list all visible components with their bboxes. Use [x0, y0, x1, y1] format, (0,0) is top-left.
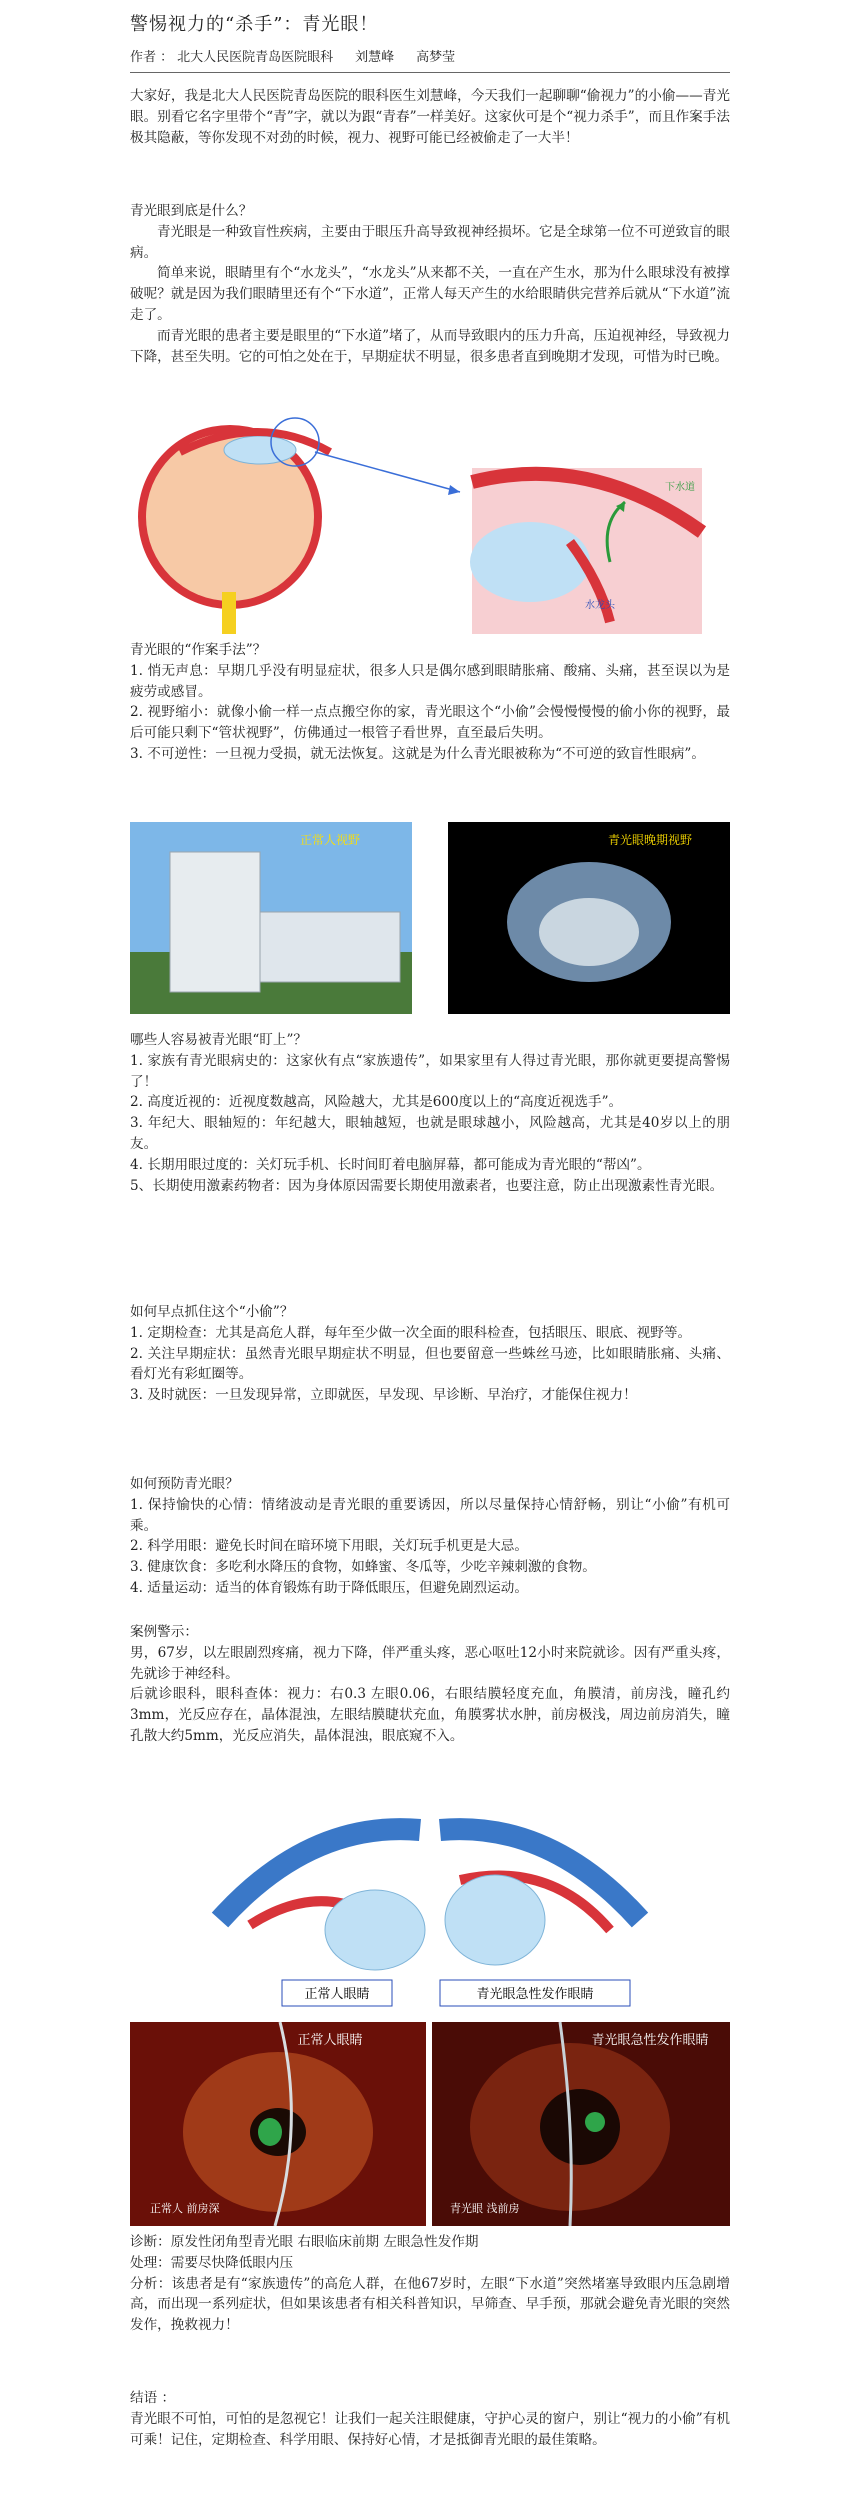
risk-item-2: 2. 高度近视的：近视度数越高，风险越大，尤其是600度以上的“高度近视选手”。 [130, 1094, 623, 1111]
risk-item-5: 5、长期使用激素药物者：因为身体原因需要长期使用激素者，也要注意，防止出现激素性青光眼。 [130, 1177, 724, 1194]
byline-divider [130, 72, 730, 73]
normal-reflex [258, 2118, 282, 2146]
prevent-item-2: 2. 科学用眼：避免长时间在暗环境下用眼，关灯玩手机更是大忌。 [130, 1538, 528, 1555]
page-title: 警惕视力的“杀手”：青光眼！ [130, 14, 379, 35]
method-item-1: 1. 悄无声息：早期几乎没有明显症状，很多人只是偶尔感到眼睛胀痛、酸痛、头痛，甚至误以为是疲劳或感冒。 [130, 662, 730, 700]
what-p2: 简单来说，眼睛里有个“水龙头”，“水龙头”从来都不关，一直在产生水，那为什么眼球没有被撑破呢？就是因为我们眼睛里还有个“下水道”，正常人每天产生的水给眼睛供完营养后就从“下水道”流走了。 [130, 265, 730, 323]
optic-nerve [222, 592, 236, 634]
zoom-arrowhead [448, 485, 460, 495]
risk-item-4: 4. 长期用眼过度的：关灯玩手机、长时间盯着电脑屏幕，都可能成为青光眼的“帮凶”。 [130, 1156, 651, 1173]
drain-label: 下水道 [665, 482, 695, 493]
normal-slit-title: 正常人眼睛 [297, 2033, 363, 2048]
analysis-line: 分析：该患者是有“家族遗传”的高危人群，在他67岁时，左眼“下水道”突然堵塞导致眼内压急剧增高，而出现一系列症状，但如果该患者有相关科普知识，早筛查、早手预，那就会避免青光眼的突然发作，挽救视力！ [130, 2275, 730, 2334]
intro-paragraph [130, 86, 730, 148]
slit-lamp-photos [130, 2022, 730, 2226]
lens [224, 436, 296, 464]
section-heading-prevent: 如何预防青光眼？ [130, 1476, 239, 1492]
acute-slit-caption: 青光眼 浅前房 [450, 2202, 520, 2215]
section-heading-conclusion: 结语 ： [130, 2390, 176, 2406]
tunnel-vision-center [539, 898, 639, 966]
normal-lens [325, 1890, 425, 1970]
angle-comparison-figure [130, 1800, 730, 2012]
section-method [130, 640, 730, 765]
normal-view-label: 正常人视野 [299, 833, 361, 847]
section-risk [130, 1030, 730, 1196]
section-heading-what: 青光眼到底是什么？ [130, 203, 253, 219]
byline-label: 作者 ： [130, 50, 174, 65]
section-heading-method: 青光眼的“作案手法”？ [130, 642, 267, 658]
intro-text: 大家好，我是北大人民医院青岛医院的眼科医生刘慧峰，今天我们一起聊聊“偷视力”的小偷——青光眼。别看它名字里带个“青”字，就以为跟“青春”一样美好。这家伙可是个“视力杀手”，而且作案手法极其隐蔽，等你发现不对劲的时候，视力、视野可能已经被偷走了一大半！ [130, 88, 730, 146]
zoom-arrow [315, 452, 460, 492]
catch-item-1: 1. 定期检查：尤其是高危人群，每年至少做一次全面的眼科检查，包括眼压、眼底、视野等。 [130, 1324, 692, 1341]
treatment-line: 处理：需要尽快降低眼内压 [130, 2254, 294, 2271]
normal-eye-tag-text: 正常人眼睛 [304, 1987, 370, 2002]
hospital-building-left [170, 852, 260, 992]
section-diagnosis [130, 2232, 730, 2336]
acute-eye-tag-text: 青光眼急性发作眼睛 [476, 1987, 594, 2002]
section-heading-case: 案例警示： [130, 1624, 198, 1640]
prevent-item-1: 1. 保持愉快的心情：情绪波动是青光眼的重要诱因，所以尽量保持心情舒畅，别让“小偷”有机可乘。 [130, 1496, 730, 1534]
case-p2: 后就诊眼科，眼科查体：视力：右0.3 左眼0.06，右眼结膜轻度充血，角膜清，前房浅，瞳孔约3mm，光反应存在，晶体混浊，左眼结膜睫状充血，角膜雾状水肿，前房极浅，周边前房消失，瞳孔散大约5mm，光反应消失，晶体混浊，眼底窥不入。 [130, 1686, 730, 1744]
section-heading-catch: 如何早点抓住这个“小偷”？ [130, 1304, 294, 1320]
risk-item-3: 3. 年纪大、眼轴短的：年纪越大，眼轴越短，也就是眼球越小，风险越高，尤其是40岁以上的朋友。 [130, 1115, 730, 1152]
prevent-item-3: 3. 健康饮食：多吃利水降压的食物，如蜂蜜、冬瓜等，少吃辛辣刺激的食物。 [130, 1559, 596, 1576]
section-heading-risk: 哪些人容易被青光眼“盯上”？ [130, 1032, 308, 1048]
section-what [130, 201, 730, 367]
tap-label: 水龙头 [585, 600, 615, 611]
risk-item-1: 1. 家族有青光眼病史的：这家伙有点“家族遗传”，如果家里有人得过青光眼，那你就更要提高警惕了！ [130, 1052, 730, 1090]
section-prevent [130, 1474, 730, 1599]
section-case [130, 1622, 730, 1747]
byline-author1: 刘慧峰 [355, 50, 395, 65]
case-p1: 男，67岁，以左眼剧烈疼痛，视力下降，伴严重头疼，恶心呕吐12小时来院就诊。因有严重头疼，先就诊于神经科。 [130, 1644, 730, 1682]
byline-affiliation: 北大人民医院青岛医院眼科 [177, 50, 334, 65]
diagnosis-line: 诊断：原发性闭角型青光眼 右眼临床前期 左眼急性发作期 [130, 2234, 479, 2250]
method-item-3: 3. 不可逆性：一旦视力受损，就无法恢复。这就是为什么青光眼被称为“不可逆的致盲性眼病”。 [130, 745, 705, 762]
section-conclusion [130, 2388, 730, 2450]
hospital-building-right [260, 912, 400, 982]
eye-anatomy-figure [130, 412, 730, 634]
prevent-item-4: 4. 适量运动：适当的体育锻炼有助于降低眼压，但避免剧烈运动。 [130, 1579, 528, 1596]
acute-lens [445, 1875, 545, 1965]
acute-pupil-photo [540, 2089, 620, 2165]
glaucoma-view-label: 青光眼晚期视野 [607, 833, 693, 847]
section-catch [130, 1302, 730, 1406]
what-p3: 而青光眼的患者主要是眼里的“下水道”堵了，从而导致眼内的压力升高，压迫视神经，导致视力下降，甚至失明。它的可怕之处在于，早期症状不明显，很多患者直到晚期才发现，可惜为时已晚。 [130, 327, 730, 365]
conclusion-text: 青光眼不可怕，可怕的是忽视它！让我们一起关注眼健康，守护心灵的窗户，别让“视力的小偷”有机可乘！记住，定期检查、科学用眼、保持好心情，才是抵御青光眼的最佳策略。 [130, 2410, 730, 2448]
acute-reflex [585, 2112, 605, 2132]
acute-slit-title: 青光眼急性发作眼睛 [591, 2033, 709, 2048]
method-item-2: 2. 视野缩小：就像小偷一样一点点搬空你的家，青光眼这个“小偷”会慢慢慢慢的偷小你的视野，最后可能只剩下“管状视野”，仿佛通过一根管子看世界，直至最后失明。 [130, 704, 730, 742]
normal-slit-caption: 正常人 前房深 [150, 2202, 220, 2215]
catch-item-3: 3. 及时就医：一旦发现异常，立即就医，早发现、早诊断、早治疗，才能保住视力！ [130, 1387, 637, 1404]
detail-lens [470, 522, 590, 602]
vision-compare-figure [130, 822, 730, 1014]
byline [130, 46, 477, 65]
byline-author2: 高梦莹 [416, 50, 456, 65]
what-p1: 青光眼是一种致盲性疾病，主要由于眼压升高导致视神经损坏。它是全球第一位不可逆致盲的眼病。 [130, 223, 730, 261]
catch-item-2: 2. 关注早期症状：虽然青光眼早期症状不明显，但也要留意一些蛛丝马迹，比如眼睛胀痛、头痛、看灯光有彩虹圈等。 [130, 1345, 730, 1383]
